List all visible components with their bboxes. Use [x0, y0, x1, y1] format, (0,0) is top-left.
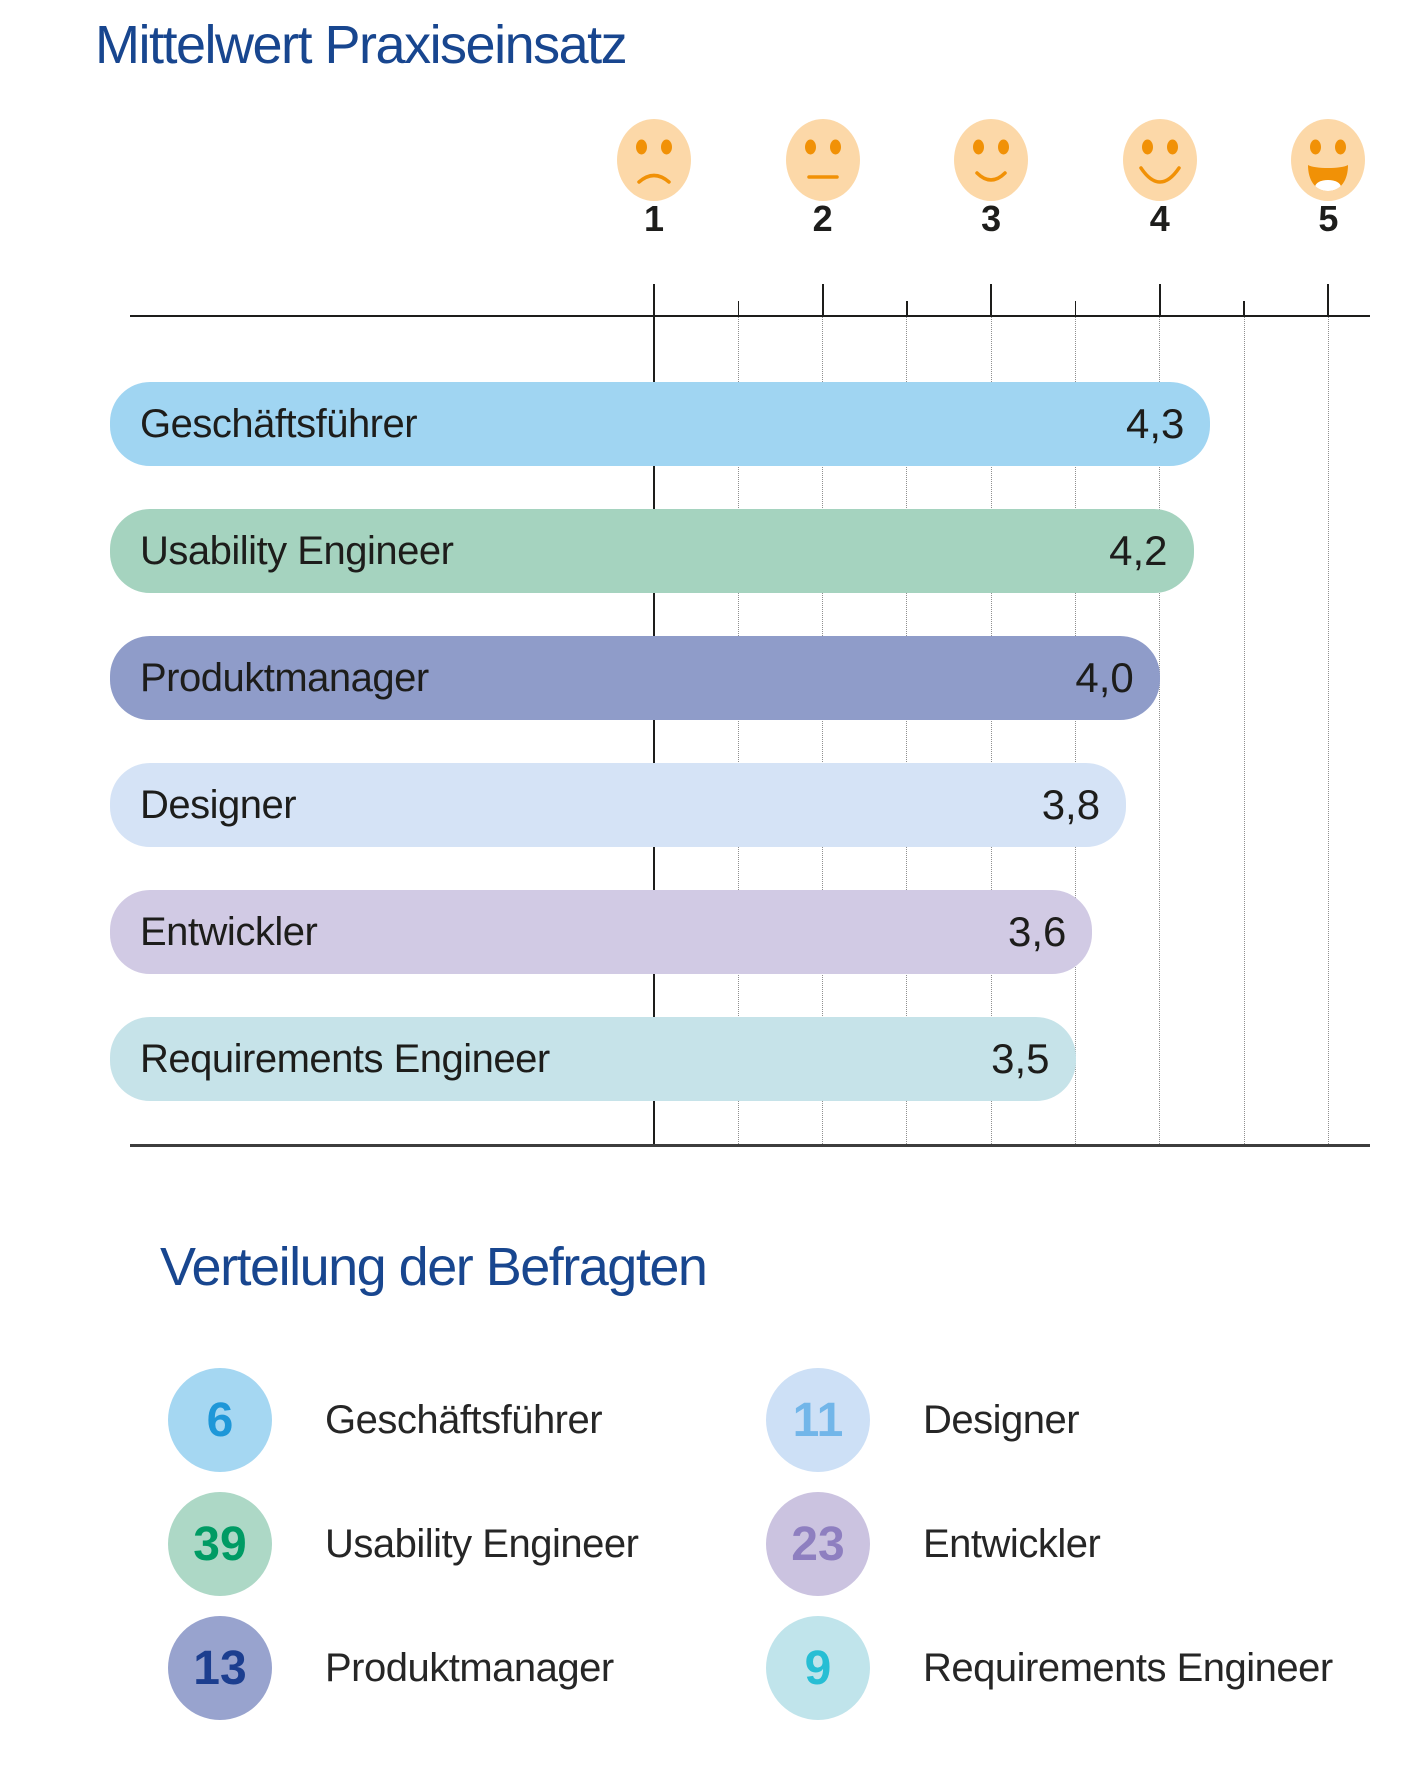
legend-count-circle: 9 — [766, 1616, 870, 1720]
smiley-neutral-icon — [786, 119, 860, 201]
bar-value-label: 4,0 — [1075, 654, 1134, 701]
bar-row — [110, 890, 1092, 974]
axis-tick-minor — [1075, 301, 1077, 315]
axis-tick-major — [1327, 284, 1329, 315]
bar-value-label: 4,2 — [1109, 527, 1168, 574]
legend-count-circle: 11 — [766, 1368, 870, 1472]
x-axis-line — [130, 315, 1370, 317]
bar-row — [110, 509, 1194, 593]
legend-count-circle: 23 — [766, 1492, 870, 1596]
legend-label: Entwickler — [923, 1521, 1101, 1566]
axis-tick-minor — [906, 301, 908, 315]
legend-label: Usability Engineer — [325, 1521, 639, 1566]
grid-line — [1244, 315, 1245, 1144]
legend-count-circle: 13 — [168, 1616, 272, 1720]
legend-label: Produktmanager — [325, 1645, 614, 1690]
smiley-grin-icon — [1123, 119, 1197, 201]
bar-category-label: Entwickler — [140, 909, 318, 954]
scale-number: 1 — [643, 198, 665, 239]
axis-tick-major — [1159, 284, 1161, 315]
bar-row — [110, 1017, 1076, 1101]
axis-tick-minor — [1243, 301, 1245, 315]
legend-label: Designer — [923, 1397, 1080, 1442]
bar-row — [110, 382, 1210, 466]
smiley-laugh-icon — [1291, 119, 1365, 201]
bar-row — [110, 763, 1126, 847]
bar-category-label: Produktmanager — [140, 655, 429, 700]
grid-line — [1328, 315, 1329, 1144]
chart-bottom-border — [130, 1144, 1370, 1147]
bar-category-label: Requirements Engineer — [140, 1036, 550, 1081]
bar-category-label: Geschäftsführer — [140, 401, 418, 446]
smiley-sad-icon — [617, 119, 691, 201]
smiley-smile-icon — [954, 119, 1028, 201]
scale-number: 4 — [1149, 198, 1170, 239]
legend-label: Geschäftsführer — [325, 1397, 603, 1442]
axis-tick-major — [822, 284, 824, 315]
bar-category-label: Usability Engineer — [140, 528, 454, 573]
axis-tick-major — [990, 284, 992, 315]
legend-label: Requirements Engineer — [923, 1645, 1333, 1690]
scale-number: 3 — [981, 198, 1002, 239]
bar-value-label: 3,6 — [1007, 908, 1067, 955]
legend-title: Verteilung der Befragten — [160, 1237, 707, 1297]
axis-tick-minor — [738, 301, 740, 315]
scale-number: 2 — [812, 198, 833, 239]
bar-row — [110, 636, 1160, 720]
bar-category-label: Designer — [140, 782, 297, 827]
legend-count-circle: 6 — [168, 1368, 272, 1472]
bar-value-label: 3,5 — [991, 1035, 1050, 1082]
chart-title: Mittelwert Praxiseinsatz — [95, 15, 627, 75]
legend-count-circle: 39 — [168, 1492, 272, 1596]
scale-number: 5 — [1318, 198, 1339, 239]
bar-value-label: 4,3 — [1125, 400, 1185, 447]
bar-value-label: 3,8 — [1041, 781, 1101, 828]
